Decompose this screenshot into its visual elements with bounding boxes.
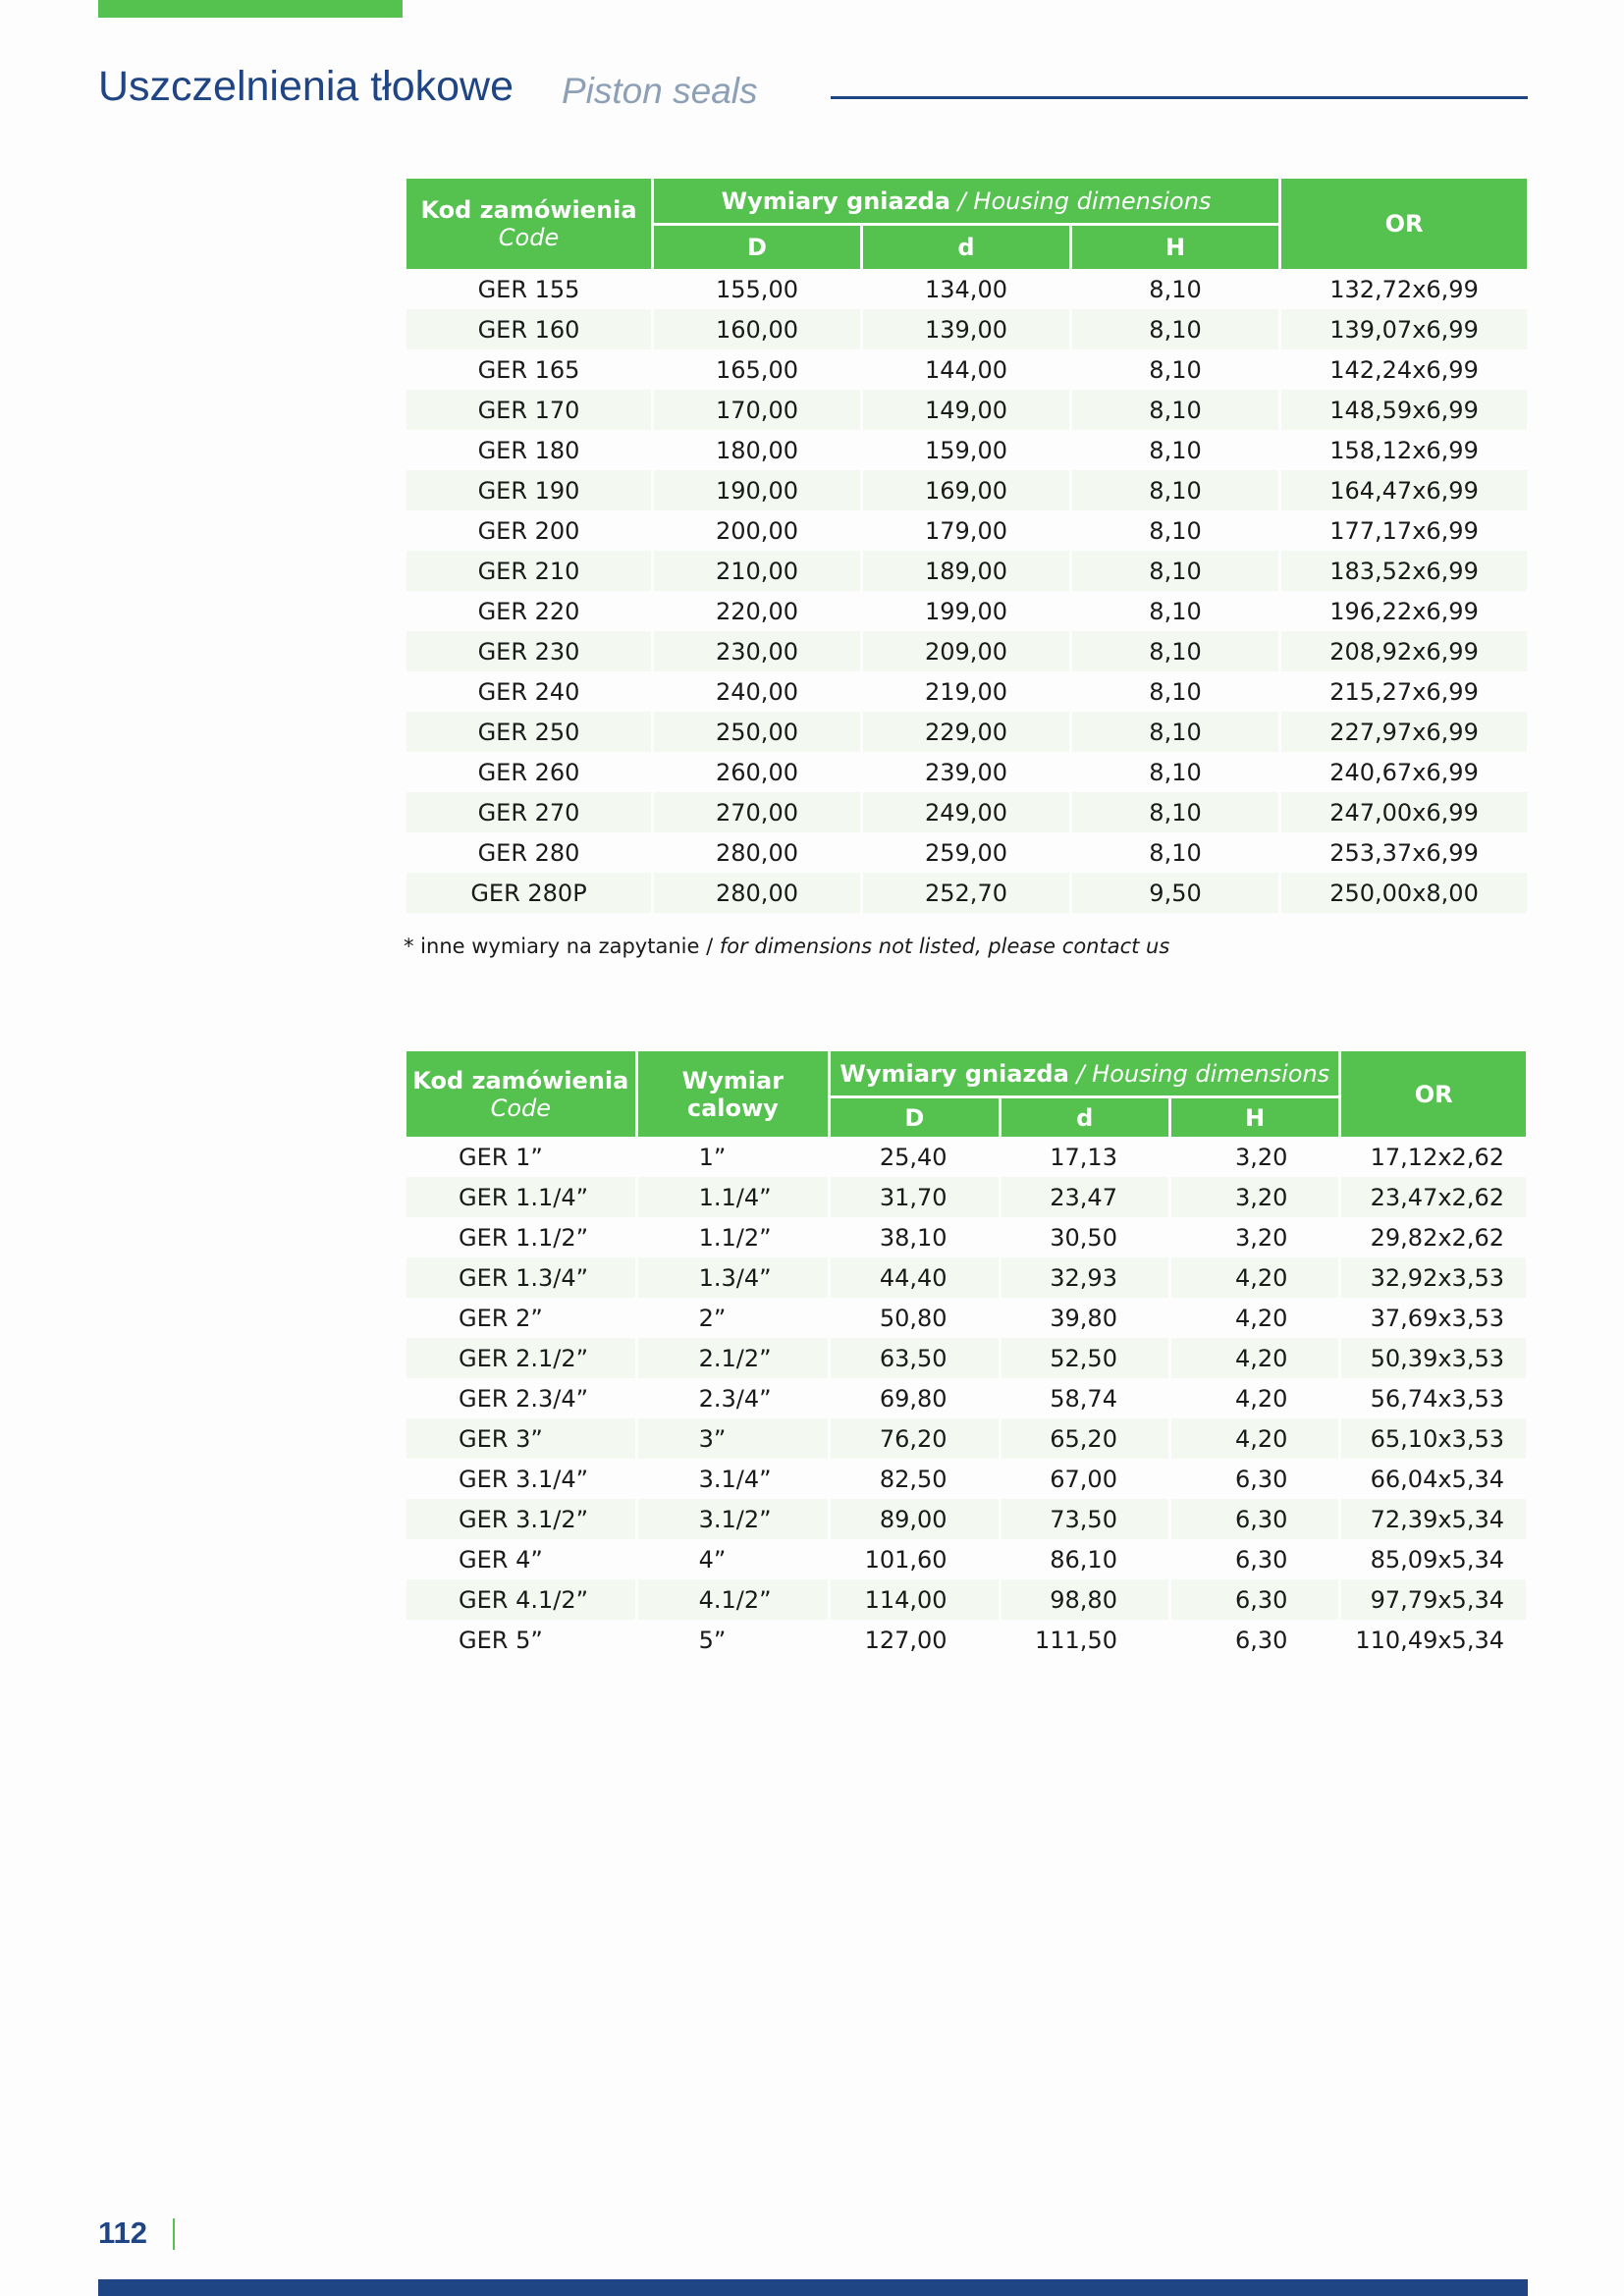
- table-cell: GER 1.3/4”: [406, 1257, 635, 1298]
- table-cell: 23,47x2,62: [1341, 1177, 1526, 1217]
- metric-seal-table: [404, 179, 1530, 913]
- table-cell: GER 230: [406, 631, 651, 671]
- table-cell: 250,00: [654, 712, 860, 752]
- table-row: [406, 752, 1527, 792]
- table-row: [406, 1459, 1526, 1499]
- table-cell: 139,07x6,99: [1281, 309, 1527, 349]
- table-row: [406, 309, 1527, 349]
- table-cell: 144,00: [925, 355, 1007, 384]
- table-cell: 215,27x6,99: [1329, 677, 1479, 706]
- table-cell: 4,20: [1171, 1338, 1338, 1378]
- inch-seal-table-body: [406, 1137, 1526, 1660]
- table-cell: 280,00: [654, 873, 860, 913]
- table-cell: GER 1.1/4”: [406, 1177, 635, 1217]
- table-cell: 2”: [698, 1304, 727, 1332]
- table-row: [406, 430, 1527, 470]
- table-cell: 9,50: [1072, 873, 1278, 913]
- table-cell: 155,00: [716, 275, 798, 303]
- table-row: [406, 1177, 1526, 1217]
- table-cell: 97,79x5,34: [1341, 1579, 1526, 1620]
- table-cell: 1.3/4”: [638, 1257, 829, 1298]
- table-cell: 190,00: [654, 470, 860, 510]
- table-cell: 227,97x6,99: [1281, 712, 1527, 752]
- table-cell: GER 250: [406, 712, 651, 752]
- table-cell: 8,10: [1072, 712, 1278, 752]
- table-row: [406, 1338, 1526, 1378]
- table-cell: 158,12x6,99: [1329, 436, 1479, 464]
- table-cell: GER 3.1/4”: [459, 1465, 589, 1493]
- header-housing-dimensions: Wymiary gniazda / Housing dimensions: [831, 1051, 1338, 1098]
- table-cell: 69,80: [879, 1384, 947, 1413]
- table-cell: 4,20: [1235, 1304, 1288, 1332]
- header-D: D: [654, 226, 860, 269]
- table-cell: 8,10: [1149, 436, 1202, 464]
- table-cell: 67,00: [1050, 1465, 1117, 1493]
- table-cell: 132,72x6,99: [1329, 275, 1479, 303]
- table-cell: GER 220: [477, 597, 580, 625]
- page-number-divider: [173, 2218, 175, 2250]
- table-cell: 8,10: [1072, 792, 1278, 832]
- table-cell: GER 1”: [459, 1143, 543, 1171]
- inch-seal-table: [404, 1051, 1529, 1660]
- table-cell: GER 280: [477, 838, 580, 867]
- page-number: 112: [98, 2216, 148, 2250]
- header-or: OR: [1341, 1051, 1526, 1137]
- table-row: [406, 1418, 1526, 1459]
- table-row: [406, 1217, 1526, 1257]
- table-row: [406, 792, 1527, 832]
- table-cell: GER 190: [406, 470, 651, 510]
- table-row: [406, 873, 1527, 913]
- table-row: [406, 712, 1527, 752]
- table-cell: 210,00: [654, 551, 860, 591]
- table-row: [406, 591, 1527, 631]
- table-cell: 4”: [698, 1545, 727, 1574]
- table-cell: 65,20: [1001, 1418, 1168, 1459]
- table-cell: 165,00: [716, 355, 798, 384]
- table-row: [406, 1137, 1526, 1177]
- table-cell: 37,69x3,53: [1370, 1304, 1504, 1332]
- table-row: [406, 1257, 1526, 1298]
- table-cell: 164,47x6,99: [1281, 470, 1527, 510]
- table-cell: GER 3.1/2”: [406, 1499, 635, 1539]
- table-cell: 3,20: [1235, 1223, 1288, 1252]
- table-row: [406, 1499, 1526, 1539]
- table-cell: 220,00: [716, 597, 798, 625]
- table-cell: GER 160: [406, 309, 651, 349]
- table-row: [406, 269, 1527, 309]
- table-cell: 8,10: [1072, 470, 1278, 510]
- table-cell: 1”: [698, 1143, 727, 1171]
- table-cell: 5”: [698, 1626, 727, 1654]
- table-row: [406, 470, 1527, 510]
- header-D: D: [831, 1098, 998, 1137]
- table-cell: 179,00: [925, 516, 1007, 545]
- table-cell: 2.3/4”: [698, 1384, 772, 1413]
- table-cell: 56,74x3,53: [1370, 1384, 1504, 1413]
- table-cell: 1.1/2”: [698, 1223, 772, 1252]
- table-cell: 110,49x5,34: [1355, 1626, 1504, 1654]
- table-cell: 230,00: [654, 631, 860, 671]
- metric-seal-table-body: [406, 269, 1527, 913]
- table-cell: GER 270: [406, 792, 651, 832]
- header-H: H: [1072, 226, 1278, 269]
- page-header: [98, 61, 1528, 120]
- table-cell: GER 2.3/4”: [459, 1384, 589, 1413]
- table-cell: 29,82x2,62: [1370, 1223, 1504, 1252]
- table-cell: 3,20: [1171, 1177, 1338, 1217]
- table-cell: 8,10: [1149, 677, 1202, 706]
- table-cell: 250,00x8,00: [1281, 873, 1527, 913]
- header-d: d: [863, 226, 1069, 269]
- table-cell: 6,30: [1171, 1579, 1338, 1620]
- table-cell: GER 4.1/2”: [406, 1579, 635, 1620]
- table-cell: GER 170: [406, 390, 651, 430]
- table-row: [406, 1539, 1526, 1579]
- table-cell: GER 260: [477, 758, 580, 786]
- table-row: [406, 1298, 1526, 1338]
- table-cell: 63,50: [831, 1338, 998, 1378]
- table-cell: 249,00: [863, 792, 1069, 832]
- table-cell: 183,52x6,99: [1281, 551, 1527, 591]
- table-cell: 2.1/2”: [638, 1338, 829, 1378]
- table-row: [406, 349, 1527, 390]
- table-cell: 6,30: [1235, 1465, 1288, 1493]
- table-cell: 259,00: [925, 838, 1007, 867]
- table-cell: 260,00: [716, 758, 798, 786]
- table-cell: 1.1/4”: [638, 1177, 829, 1217]
- table-cell: GER 210: [406, 551, 651, 591]
- table-cell: 4,20: [1171, 1418, 1338, 1459]
- table-row: [406, 1579, 1526, 1620]
- table-cell: 85,09x5,34: [1370, 1545, 1504, 1574]
- table-row: [406, 1378, 1526, 1418]
- table-cell: 32,92x3,53: [1341, 1257, 1526, 1298]
- top-accent-bar: [98, 0, 403, 18]
- table-cell: 65,10x3,53: [1341, 1418, 1526, 1459]
- header-inch-size: Wymiar calowy: [638, 1051, 829, 1137]
- table-cell: 252,70: [863, 873, 1069, 913]
- table-cell: 50,39x3,53: [1341, 1338, 1526, 1378]
- table-cell: 177,17x6,99: [1329, 516, 1479, 545]
- table-cell: 8,10: [1072, 309, 1278, 349]
- table-cell: 149,00: [863, 390, 1069, 430]
- header-H: H: [1171, 1098, 1338, 1137]
- table-cell: 180,00: [716, 436, 798, 464]
- table-cell: 160,00: [654, 309, 860, 349]
- table-cell: 4,20: [1235, 1384, 1288, 1413]
- table-cell: 101,60: [864, 1545, 947, 1574]
- table-cell: 17,13: [1050, 1143, 1117, 1171]
- table-cell: 6,30: [1235, 1626, 1288, 1654]
- table-cell: GER 280P: [406, 873, 651, 913]
- table-cell: GER 3”: [406, 1418, 635, 1459]
- table-cell: 209,00: [863, 631, 1069, 671]
- table-row: [406, 390, 1527, 430]
- table-cell: 23,47: [1001, 1177, 1168, 1217]
- table-cell: 44,40: [831, 1257, 998, 1298]
- table-cell: GER 155: [477, 275, 580, 303]
- table-cell: GER 2”: [459, 1304, 543, 1332]
- table-cell: 219,00: [925, 677, 1007, 706]
- table-cell: 3,20: [1235, 1143, 1288, 1171]
- table-cell: 82,50: [879, 1465, 947, 1493]
- table-cell: 127,00: [864, 1626, 947, 1654]
- table-cell: 114,00: [831, 1579, 998, 1620]
- table-cell: 142,24x6,99: [1329, 355, 1479, 384]
- table-cell: 30,50: [1050, 1223, 1117, 1252]
- table-cell: 58,74: [1050, 1384, 1117, 1413]
- table-row: [406, 551, 1527, 591]
- table-cell: 76,20: [831, 1418, 998, 1459]
- table-cell: 86,10: [1050, 1545, 1117, 1574]
- page-subtitle: Piston seals: [562, 71, 758, 111]
- table-cell: 247,00x6,99: [1281, 792, 1527, 832]
- header-or: OR: [1281, 179, 1527, 269]
- table-cell: 50,80: [879, 1304, 947, 1332]
- table-cell: 8,10: [1072, 631, 1278, 671]
- table-cell: 8,10: [1149, 275, 1202, 303]
- table-cell: 3.1/2”: [638, 1499, 829, 1539]
- table-cell: 196,22x6,99: [1329, 597, 1479, 625]
- header-code: Kod zamówienia Code: [406, 1051, 635, 1137]
- header-housing-dimensions: Wymiary gniazda / Housing dimensions: [654, 179, 1278, 226]
- header-d: d: [1001, 1098, 1168, 1137]
- table-cell: 239,00: [925, 758, 1007, 786]
- table-cell: 229,00: [863, 712, 1069, 752]
- table-cell: 4.1/2”: [638, 1579, 829, 1620]
- table-row: [406, 510, 1527, 551]
- table-cell: 240,67x6,99: [1329, 758, 1479, 786]
- table-cell: 32,93: [1001, 1257, 1168, 1298]
- table-cell: GER 240: [477, 677, 580, 706]
- table-cell: 200,00: [716, 516, 798, 545]
- table-cell: 189,00: [863, 551, 1069, 591]
- title-underline: [831, 96, 1528, 99]
- table-cell: 98,80: [1001, 1579, 1168, 1620]
- table-cell: 8,10: [1149, 516, 1202, 545]
- table-row: [406, 1620, 1526, 1660]
- table-row: [406, 671, 1527, 712]
- table-cell: 3.1/4”: [698, 1465, 772, 1493]
- table-cell: 8,10: [1149, 355, 1202, 384]
- table-cell: 148,59x6,99: [1281, 390, 1527, 430]
- table-cell: 4,20: [1171, 1257, 1338, 1298]
- table-cell: GER 200: [477, 516, 580, 545]
- table-cell: 240,00: [716, 677, 798, 706]
- table-cell: GER 4”: [459, 1545, 543, 1574]
- table-cell: GER 2.1/2”: [406, 1338, 635, 1378]
- table-cell: 139,00: [863, 309, 1069, 349]
- table-cell: 8,10: [1149, 758, 1202, 786]
- table-cell: 6,30: [1235, 1545, 1288, 1574]
- table-cell: 39,80: [1050, 1304, 1117, 1332]
- table-cell: GER 5”: [459, 1626, 543, 1654]
- table-cell: 111,50: [1035, 1626, 1117, 1654]
- table-row: [406, 631, 1527, 671]
- table-cell: 8,10: [1149, 838, 1202, 867]
- table-cell: GER 1.1/2”: [459, 1223, 589, 1252]
- header-code: Kod zamówienia Code: [406, 179, 651, 269]
- table-cell: 208,92x6,99: [1281, 631, 1527, 671]
- table-cell: 8,10: [1072, 551, 1278, 591]
- table-cell: 253,37x6,99: [1329, 838, 1479, 867]
- table-cell: 6,30: [1171, 1499, 1338, 1539]
- table-cell: GER 165: [477, 355, 580, 384]
- table-cell: 73,50: [1001, 1499, 1168, 1539]
- table-cell: 66,04x5,34: [1370, 1465, 1504, 1493]
- page-title: Uszczelnienia tłokowe: [98, 63, 514, 110]
- table-cell: 38,10: [879, 1223, 947, 1252]
- footnote: * inne wymiary na zapytanie / for dimensions not listed, please contact us: [404, 934, 1170, 958]
- table-cell: 17,12x2,62: [1370, 1143, 1504, 1171]
- table-cell: 25,40: [879, 1143, 947, 1171]
- table-cell: 8,10: [1149, 597, 1202, 625]
- table-row: [406, 832, 1527, 873]
- bottom-brand-bar: [98, 2279, 1528, 2296]
- table-cell: 89,00: [831, 1499, 998, 1539]
- table-cell: GER 180: [477, 436, 580, 464]
- table-cell: 8,10: [1072, 390, 1278, 430]
- table-cell: 270,00: [654, 792, 860, 832]
- table-cell: 3”: [638, 1418, 829, 1459]
- table-cell: 280,00: [716, 838, 798, 867]
- table-cell: 134,00: [925, 275, 1007, 303]
- table-cell: 52,50: [1001, 1338, 1168, 1378]
- table-cell: 31,70: [831, 1177, 998, 1217]
- table-cell: 169,00: [863, 470, 1069, 510]
- table-cell: 72,39x5,34: [1341, 1499, 1526, 1539]
- table-cell: 199,00: [925, 597, 1007, 625]
- table-cell: 170,00: [654, 390, 860, 430]
- table-cell: 159,00: [925, 436, 1007, 464]
